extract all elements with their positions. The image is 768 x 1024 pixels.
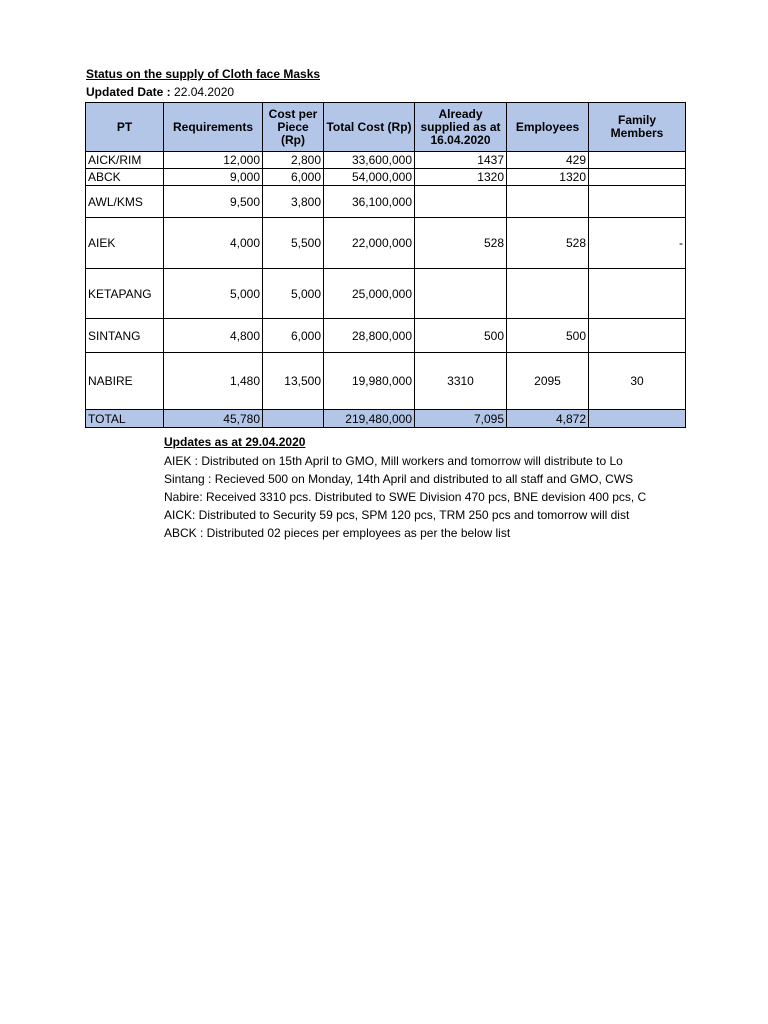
cell-family [589, 186, 686, 218]
mask-supply-sheet [85, 102, 683, 434]
cell-cost: 5,000 [263, 269, 324, 319]
cell-requirements: 9,500 [164, 186, 263, 218]
cell-total: 19,980,000 [324, 353, 415, 410]
updates-section [164, 435, 668, 542]
cell-supplied [415, 186, 507, 218]
update-line-sintang: Sintang : Recieved 500 on Monday, 14th April and distributed to all staff and GMO, CWS [164, 472, 634, 486]
cell-cost: 5,500 [263, 218, 324, 269]
cell-employees: 500 [507, 319, 589, 353]
update-line-aiek: AIEK : Distributed on 15th April to GMO, Mill workers and tomorrow will distribute to Lo [164, 454, 623, 468]
cell-requirements: 12,000 [164, 152, 263, 169]
table-row [86, 353, 686, 410]
cell-supplied: 7,095 [415, 410, 507, 428]
cell-employees: 2095 [507, 353, 589, 410]
cell-family [589, 152, 686, 169]
header-total-cost: Total Cost (Rp) [324, 103, 415, 152]
cell-total: 33,600,000 [324, 152, 415, 169]
cell-requirements: 4,000 [164, 218, 263, 269]
cell-total: 36,100,000 [324, 186, 415, 218]
cell-pt: AIEK [86, 218, 164, 269]
table-row [86, 269, 686, 319]
cell-pt: NABIRE [86, 353, 164, 410]
header-employees: Employees [507, 103, 589, 152]
cell-family [589, 169, 686, 186]
cell-family [589, 269, 686, 319]
cell-family [589, 410, 686, 428]
cell-requirements: 4,800 [164, 319, 263, 353]
header-already-supplied: Already supplied as at 16.04.2020 [415, 103, 507, 152]
cell-cost: 6,000 [263, 169, 324, 186]
table-row [86, 218, 686, 269]
cell-requirements: 9,000 [164, 169, 263, 186]
cell-employees: 1320 [507, 169, 589, 186]
cell-employees: 528 [507, 218, 589, 269]
cell-supplied [415, 269, 507, 319]
cell-total: 219,480,000 [324, 410, 415, 428]
cell-employees [507, 186, 589, 218]
cell-requirements: 1,480 [164, 353, 263, 410]
table-total-row [86, 410, 686, 428]
cell-supplied: 1320 [415, 169, 507, 186]
update-line-nabire: Nabire: Received 3310 pcs. Distributed to SWE Division 470 pcs, BNE devision 400 pcs, C [164, 490, 647, 504]
cell-pt: AICK/RIM [86, 152, 164, 169]
cell-employees: 429 [507, 152, 589, 169]
cell-family: - [589, 218, 686, 269]
header-family-members: Family Members [589, 103, 686, 152]
cell-supplied: 3310 [415, 353, 507, 410]
cell-pt: TOTAL [86, 410, 164, 428]
header-cost-per-piece: Cost per Piece (Rp) [263, 103, 324, 152]
cell-employees [507, 269, 589, 319]
table-row [86, 169, 686, 186]
cell-cost [263, 410, 324, 428]
cell-total: 28,800,000 [324, 319, 415, 353]
table-row [86, 186, 686, 218]
cell-total: 25,000,000 [324, 269, 415, 319]
update-line-aick: AICK: Distributed to Security 59 pcs, SPM 120 pcs, TRM 250 pcs and tomorrow will dist [164, 508, 630, 522]
updated-date-label: Updated Date : [86, 85, 175, 99]
cell-cost: 6,000 [263, 319, 324, 353]
cell-pt: ABCK [86, 169, 164, 186]
cell-family: 30 [589, 353, 686, 410]
cell-pt: KETAPANG [86, 269, 164, 319]
updates-heading: Updates as at 29.04.2020 [164, 435, 306, 449]
cell-cost: 13,500 [263, 353, 324, 410]
cell-requirements: 5,000 [164, 269, 263, 319]
table-row [86, 152, 686, 169]
header-pt: PT [86, 103, 164, 152]
cell-pt: AWL/KMS [86, 186, 164, 218]
updated-date-value: 22.04.2020 [174, 85, 235, 99]
table-row [86, 319, 686, 353]
header-requirements: Requirements [164, 103, 263, 152]
cell-supplied: 528 [415, 218, 507, 269]
cell-supplied: 500 [415, 319, 507, 353]
cell-requirements: 45,780 [164, 410, 263, 428]
mask-supply-table [85, 102, 686, 428]
update-line-abck: ABCK : Distributed 02 pieces per employees as per the below list [164, 526, 511, 540]
cell-supplied: 1437 [415, 152, 507, 169]
table-header-row [86, 103, 686, 152]
cell-pt: SINTANG [86, 319, 164, 353]
cell-family [589, 319, 686, 353]
cell-employees: 4,872 [507, 410, 589, 428]
document-title: Status on the supply of Cloth face Masks [86, 67, 321, 81]
cell-total: 54,000,000 [324, 169, 415, 186]
updated-date [86, 85, 234, 99]
cell-total: 22,000,000 [324, 218, 415, 269]
cell-cost: 3,800 [263, 186, 324, 218]
cell-cost: 2,800 [263, 152, 324, 169]
